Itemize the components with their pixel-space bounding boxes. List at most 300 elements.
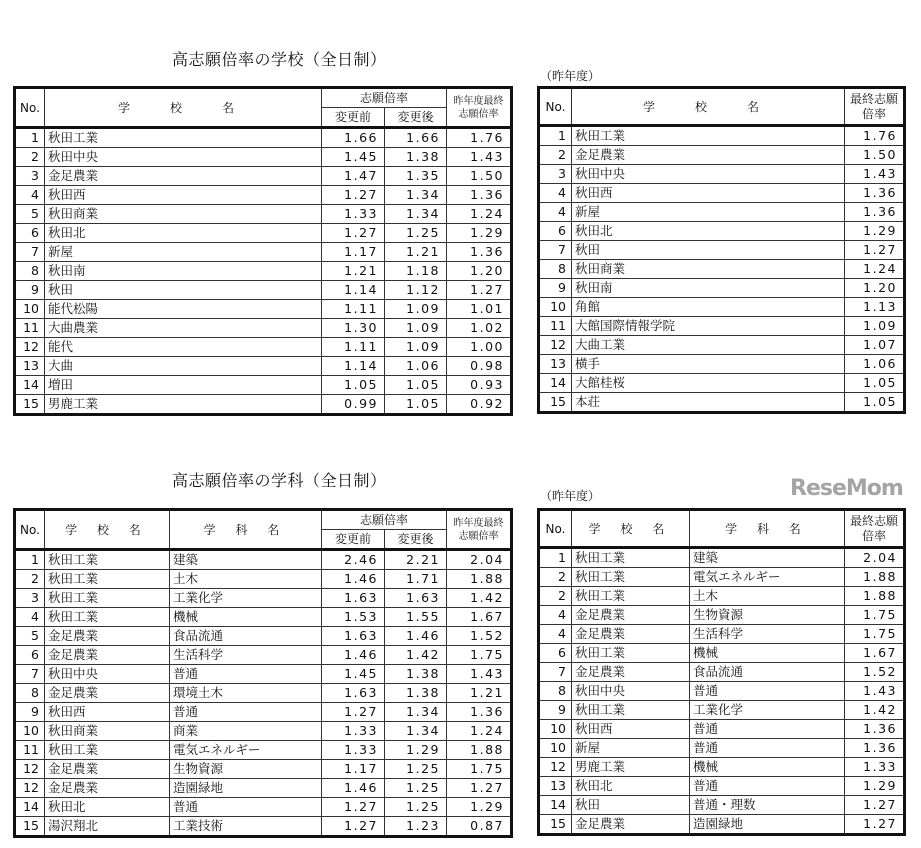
table-cell: 6 (539, 644, 572, 663)
table-cell: 14 (15, 376, 45, 395)
table-cell: 金足農業 (45, 760, 170, 779)
table-cell: 9 (539, 279, 572, 298)
table-cell: 秋田 (45, 281, 322, 300)
table-cell: 能代 (45, 338, 322, 357)
table-row (15, 128, 512, 148)
table-row (15, 741, 512, 760)
table-row (539, 587, 905, 606)
table-row (539, 126, 905, 146)
table-cell: 秋田南 (45, 262, 322, 281)
table-cell: 1.27 (447, 779, 512, 798)
table-cell: 10 (15, 300, 45, 319)
table-cell: 1.67 (845, 644, 905, 663)
table-cell: 1.75 (845, 606, 905, 625)
table-cell: 1.27 (845, 241, 905, 260)
table-cell: 1.27 (845, 815, 905, 835)
table-cell: 1.66 (322, 128, 385, 148)
table-cell: 秋田工業 (45, 570, 170, 589)
table-cell: 本荘 (572, 393, 845, 413)
table-cell: 秋田西 (572, 184, 845, 203)
table-cell: 1.88 (447, 570, 512, 589)
table-cell: 1.67 (447, 608, 512, 627)
table-cell: 1.38 (385, 684, 447, 703)
table-cell: 1.63 (322, 589, 385, 608)
table-cell: 1.45 (322, 665, 385, 684)
table-cell: 1.63 (385, 589, 447, 608)
table-cell: 増田 (45, 376, 322, 395)
table-cell: 秋田西 (45, 186, 322, 205)
table-row (15, 570, 512, 589)
table-cell: 1.27 (322, 186, 385, 205)
table-cell: 3 (15, 167, 45, 186)
table-row (539, 298, 905, 317)
table-cell: 普通 (170, 665, 322, 684)
table-cell: 金足農業 (45, 167, 322, 186)
table-cell: 金足農業 (572, 606, 690, 625)
table-cell: 新屋 (45, 243, 322, 262)
table-row (15, 684, 512, 703)
table-row (15, 395, 512, 415)
table-cell: 1.46 (322, 779, 385, 798)
table-cell: 1.38 (385, 148, 447, 167)
table-cell: 1.05 (322, 376, 385, 395)
table-cell: 1.43 (447, 665, 512, 684)
table-cell: 機械 (170, 608, 322, 627)
table-row (539, 241, 905, 260)
table-cell: 生物資源 (690, 606, 845, 625)
table-row (15, 148, 512, 167)
table-cell: 12 (539, 758, 572, 777)
table-cell: 7 (539, 663, 572, 682)
table-cell: 秋田 (572, 796, 690, 815)
table-cell: 1.29 (845, 777, 905, 796)
table-cell: 角館 (572, 298, 845, 317)
table-cell: 1.75 (447, 760, 512, 779)
table-cell: 1.36 (845, 184, 905, 203)
table-cell: 10 (15, 722, 45, 741)
table-cell: 1.09 (845, 317, 905, 336)
table-cell: 商業 (170, 722, 322, 741)
section1-title: 高志願倍率の学校（全日制） (172, 50, 387, 69)
table-cell: 1.27 (845, 796, 905, 815)
header-before: 変更前 (322, 530, 385, 550)
table-cell: 12 (15, 779, 45, 798)
table-cell: 金足農業 (572, 625, 690, 644)
header-no: No. (15, 88, 45, 128)
table-cell: 1.76 (447, 128, 512, 148)
table-cell: 6 (539, 222, 572, 241)
table-cell: 0.87 (447, 817, 512, 837)
table-cell: 普通 (690, 720, 845, 739)
table-cell: 普通 (690, 739, 845, 758)
table-cell: 1.50 (447, 167, 512, 186)
table-cell: 1.20 (845, 279, 905, 298)
table-cell: 1.27 (447, 281, 512, 300)
table-row (539, 317, 905, 336)
table-row (15, 722, 512, 741)
table-row (539, 644, 905, 663)
table-cell: 1.21 (447, 684, 512, 703)
table-body (15, 550, 512, 837)
table-cell: 生活科学 (690, 625, 845, 644)
table-cell: 4 (15, 608, 45, 627)
table-cell: 1.76 (845, 126, 905, 146)
table-cell: 1.71 (385, 570, 447, 589)
header-rate: 志願倍率 (322, 510, 447, 530)
header-school: 学 校 名 (572, 88, 845, 126)
table-cell: 1.01 (447, 300, 512, 319)
table-cell: 10 (539, 739, 572, 758)
table-cell: 15 (15, 395, 45, 415)
section2-last-year-note: （昨年度） (540, 489, 601, 503)
table-cell: 環境土木 (170, 684, 322, 703)
table-cell: 6 (15, 646, 45, 665)
table-cell: 1.05 (845, 374, 905, 393)
table-cell: 1.20 (447, 262, 512, 281)
table-cell: 1.27 (322, 224, 385, 243)
table-cell: 1.27 (322, 817, 385, 837)
table-body (539, 126, 905, 413)
table-cell: 5 (15, 627, 45, 646)
table-cell: 1.02 (447, 319, 512, 338)
table-cell: 1.18 (385, 262, 447, 281)
table-row (15, 779, 512, 798)
table-cell: 2.21 (385, 550, 447, 570)
table-cell: 1.24 (447, 722, 512, 741)
table-cell: 電気エネルギー (690, 568, 845, 587)
header-before: 変更前 (322, 108, 385, 128)
table-cell: 普通 (690, 682, 845, 701)
table-cell: 8 (539, 260, 572, 279)
table-cell: 2 (15, 570, 45, 589)
table-cell: 1 (15, 550, 45, 570)
table-row (15, 627, 512, 646)
table-cell: 1.45 (322, 148, 385, 167)
table-row (539, 279, 905, 298)
table-cell: 11 (15, 741, 45, 760)
table-cell: 金足農業 (45, 646, 170, 665)
table-row (15, 243, 512, 262)
table-cell: 秋田西 (572, 720, 690, 739)
table-cell: 新屋 (572, 203, 845, 222)
table-cell: 男鹿工業 (572, 758, 690, 777)
table-cell: 造園緑地 (170, 779, 322, 798)
table-cell: 生活科学 (170, 646, 322, 665)
table-cell: 2.04 (845, 548, 905, 568)
table-cell: 金足農業 (572, 146, 845, 165)
table-cell: 1.24 (845, 260, 905, 279)
table-cell: 0.98 (447, 357, 512, 376)
table-cell: 金足農業 (45, 627, 170, 646)
table-cell: 普通 (170, 703, 322, 722)
table-cell: 1.09 (385, 319, 447, 338)
table-cell: 1.46 (322, 570, 385, 589)
table-cell: 1.05 (385, 376, 447, 395)
table-cell: 1.35 (385, 167, 447, 186)
table-cell: 1.27 (322, 798, 385, 817)
table-row (539, 146, 905, 165)
table-cell: 秋田中央 (45, 665, 170, 684)
table-cell: 秋田中央 (572, 682, 690, 701)
table-cell: 1.05 (385, 395, 447, 415)
table-cell: 1 (539, 548, 572, 568)
table-row (539, 184, 905, 203)
table-cell: 14 (15, 798, 45, 817)
table-cell: 8 (15, 684, 45, 703)
table-cell: 1.42 (845, 701, 905, 720)
table-cell: 1.21 (322, 262, 385, 281)
table-cell: 1.07 (845, 336, 905, 355)
table-cell: 1.46 (322, 646, 385, 665)
table-cell: 秋田工業 (572, 548, 690, 568)
table-cell: 秋田工業 (572, 126, 845, 146)
table-row (15, 703, 512, 722)
table-cell: 13 (539, 777, 572, 796)
table-cell: 土木 (690, 587, 845, 606)
table-cell: 1.75 (447, 646, 512, 665)
table-cell: 1.88 (845, 568, 905, 587)
table-cell: 造園緑地 (690, 815, 845, 835)
table-cell: 1.11 (322, 338, 385, 357)
table-row (15, 186, 512, 205)
table-cell: 工業化学 (690, 701, 845, 720)
table-cell: 大館桂桜 (572, 374, 845, 393)
table-cell: 1.12 (385, 281, 447, 300)
header-no: No. (539, 510, 572, 548)
table-cell: 8 (539, 682, 572, 701)
header-last-final: 昨年度最終志願倍率 (447, 88, 512, 128)
table-cell: 1.42 (447, 589, 512, 608)
table-row (539, 568, 905, 587)
table-cell: 4 (539, 606, 572, 625)
table-cell: 新屋 (572, 739, 690, 758)
table-cell: 1.36 (447, 703, 512, 722)
table-row (15, 376, 512, 395)
table-cell: 12 (539, 336, 572, 355)
table-cell: 1.43 (447, 148, 512, 167)
table-cell: 1.21 (385, 243, 447, 262)
table-cell: 6 (15, 224, 45, 243)
table-cell: 大曲 (45, 357, 322, 376)
table-cell: 1.66 (385, 128, 447, 148)
table-cell: 大曲工業 (572, 336, 845, 355)
table-cell: 1.47 (322, 167, 385, 186)
table-cell: 10 (539, 298, 572, 317)
table-row (15, 646, 512, 665)
table-cell: 1.29 (845, 222, 905, 241)
table-cell: 秋田南 (572, 279, 845, 298)
table-cell: 工業技術 (170, 817, 322, 837)
table-cell: 機械 (690, 758, 845, 777)
header-no: No. (15, 510, 45, 550)
table-row (539, 682, 905, 701)
header-school: 学 校 名 (572, 510, 690, 548)
table-cell: 4 (539, 184, 572, 203)
header-school: 学 校 名 (45, 88, 322, 128)
table-cell: 1.09 (385, 338, 447, 357)
table-cell: 1.33 (322, 741, 385, 760)
table-cell: 1.34 (385, 722, 447, 741)
table-body (539, 548, 905, 835)
table-cell: 1.55 (385, 608, 447, 627)
table-cell: 土木 (170, 570, 322, 589)
table-row (539, 203, 905, 222)
table-cell: 1.06 (845, 355, 905, 374)
last-year-departments-table (537, 508, 906, 836)
table-cell: 普通 (690, 777, 845, 796)
table-cell: 1.36 (845, 203, 905, 222)
table-row (15, 608, 512, 627)
header-final: 最終志願倍率 (845, 88, 905, 126)
table-cell: 1.27 (322, 703, 385, 722)
table-cell: 15 (539, 393, 572, 413)
header-dept: 学 科 名 (170, 510, 322, 550)
table-cell: 秋田工業 (45, 608, 170, 627)
table-row (15, 798, 512, 817)
table-cell: 1.46 (385, 627, 447, 646)
table-cell: 1.88 (845, 587, 905, 606)
table-cell: 1.36 (845, 739, 905, 758)
high-rate-schools-table (13, 86, 513, 416)
high-rate-departments-table (13, 508, 513, 838)
table-cell: 能代松陽 (45, 300, 322, 319)
table-cell: 7 (15, 243, 45, 262)
table-cell: 秋田工業 (45, 589, 170, 608)
table-cell: 秋田西 (45, 703, 170, 722)
table-cell: 9 (539, 701, 572, 720)
table-row (15, 300, 512, 319)
table-cell: 秋田工業 (45, 741, 170, 760)
table-cell: 1.63 (322, 627, 385, 646)
table-cell: 0.92 (447, 395, 512, 415)
table-cell: 建築 (170, 550, 322, 570)
table-cell: 電気エネルギー (170, 741, 322, 760)
table-cell: 秋田北 (45, 224, 322, 243)
table-cell: 1.09 (385, 300, 447, 319)
table-cell: 2.46 (322, 550, 385, 570)
table-cell: 0.99 (322, 395, 385, 415)
table-cell: 4 (539, 203, 572, 222)
table-cell: 1.25 (385, 224, 447, 243)
table-cell: 1.63 (322, 684, 385, 703)
table-cell: 1.33 (322, 722, 385, 741)
table-cell: 2.04 (447, 550, 512, 570)
table-cell: 秋田工業 (572, 568, 690, 587)
table-cell: 1.38 (385, 665, 447, 684)
table-cell: 1.50 (845, 146, 905, 165)
table-cell: 秋田商業 (45, 205, 322, 224)
table-cell: 12 (15, 760, 45, 779)
table-row (539, 355, 905, 374)
table-cell: 1.36 (845, 720, 905, 739)
table-cell: 普通・理数 (690, 796, 845, 815)
table-cell: 10 (539, 720, 572, 739)
table-cell: 3 (539, 165, 572, 184)
table-row (15, 262, 512, 281)
table-cell: 1.13 (845, 298, 905, 317)
table-row (539, 796, 905, 815)
table-cell: 1.29 (447, 224, 512, 243)
table-cell: 1.43 (845, 682, 905, 701)
table-cell: 1.88 (447, 741, 512, 760)
table-cell: 1.05 (845, 393, 905, 413)
table-row (539, 625, 905, 644)
table-cell: 4 (15, 186, 45, 205)
table-cell: 4 (539, 625, 572, 644)
table-cell: 1.29 (447, 798, 512, 817)
table-cell: 2 (539, 146, 572, 165)
section1-last-year-note: （昨年度） (540, 69, 601, 83)
table-cell: 金足農業 (572, 663, 690, 682)
table-cell: 2 (539, 568, 572, 587)
table-cell: 1 (15, 128, 45, 148)
table-cell: 1.06 (385, 357, 447, 376)
table-cell: 秋田北 (45, 798, 170, 817)
table-cell: 11 (15, 319, 45, 338)
table-cell: 1.25 (385, 798, 447, 817)
table-cell: 秋田工業 (45, 128, 322, 148)
table-cell: 13 (539, 355, 572, 374)
header-school: 学 校 名 (45, 510, 170, 550)
table-row (539, 701, 905, 720)
table-cell: 15 (15, 817, 45, 837)
table-row (15, 224, 512, 243)
table-cell: 秋田工業 (45, 550, 170, 570)
table-row (539, 720, 905, 739)
table-cell: 1.30 (322, 319, 385, 338)
table-row (15, 589, 512, 608)
table-cell: 金足農業 (572, 815, 690, 835)
table-row (15, 760, 512, 779)
table-cell: 1.23 (385, 817, 447, 837)
table-row (539, 165, 905, 184)
table-row (539, 739, 905, 758)
table-row (15, 167, 512, 186)
table-row (539, 374, 905, 393)
table-body (15, 128, 512, 415)
table-cell: 工業化学 (170, 589, 322, 608)
table-cell: 秋田商業 (45, 722, 170, 741)
table-cell: 秋田北 (572, 222, 845, 241)
table-row (15, 205, 512, 224)
table-row (539, 758, 905, 777)
table-row (15, 817, 512, 837)
table-row (15, 357, 512, 376)
resemom-watermark-logo: ReseMom (790, 476, 903, 501)
header-dept: 学 科 名 (690, 510, 845, 548)
header-final: 最終志願倍率 (845, 510, 905, 548)
table-cell: 11 (539, 317, 572, 336)
table-cell: 秋田工業 (572, 587, 690, 606)
table-cell: 1.14 (322, 281, 385, 300)
table-cell: 金足農業 (45, 684, 170, 703)
table-cell: 1.33 (322, 205, 385, 224)
table-cell: 大館国際情報学院 (572, 317, 845, 336)
table-row (539, 548, 905, 568)
table-cell: 大曲農業 (45, 319, 322, 338)
table-cell: 1.34 (385, 186, 447, 205)
table-cell: 14 (539, 796, 572, 815)
table-cell: 男鹿工業 (45, 395, 322, 415)
table-row (15, 319, 512, 338)
table-cell: 湯沢翔北 (45, 817, 170, 837)
table-cell: 秋田工業 (572, 701, 690, 720)
table-cell: 12 (15, 338, 45, 357)
table-cell: 機械 (690, 644, 845, 663)
table-cell: 1.11 (322, 300, 385, 319)
table-cell: 1.34 (385, 703, 447, 722)
table-cell: 8 (15, 262, 45, 281)
